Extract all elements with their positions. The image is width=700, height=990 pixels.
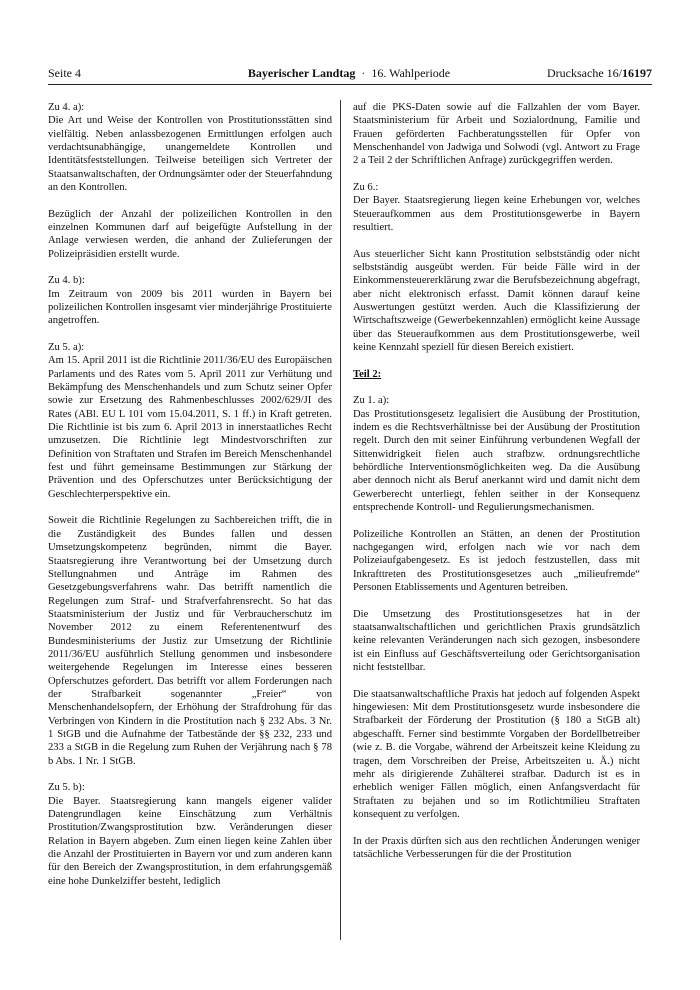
paragraph: [48, 274, 332, 327]
paragraph-text: In der Praxis dürften sich aus den rechtlichen Änderungen weniger tatsächliche Verbesserungen für die der Prostitution: [353, 835, 640, 860]
paragraph-text: Im Zeitraum von 2009 bis 2011 wurden in Bayern bei polizeilichen Kontrollen insgesamt vier minderjährige Prostituierte angetroffen.: [48, 288, 332, 327]
paragraph-heading: Zu 1. a):: [353, 395, 390, 407]
header-rule: [48, 84, 652, 85]
paragraph-text: Am 15. April 2011 ist die Richtlinie 2011/36/EU des Europäischen Parlaments und des Rates vom 5. April 2011 zur Verhütung und Bekämpfung des Menschenhandels und zum Schutz seiner Opfer sowie zur Ersetzung des Rahmenbeschlusses 2002/629/JI des Rates (ABl. EU L 101 vom 15.04.2011, S. 1 ff.) in Kraft getreten. Die Richtlinie ist bis zum 6. April 2013 in innerstaatliches Recht umzusetzen. Die Richtlinie legt Mindestvorschriften zur Definition von Straftaten und Strafen im Bereich Menschenhandel fest und führt gemeinsame Bestimmungen zur Stärkung der Prävention und des Opferschutzes unter Berücksichtigung der Geschlechterperspektive ein.: [48, 355, 332, 500]
paragraph: [353, 394, 640, 514]
document-number: [547, 64, 652, 82]
paragraph: [48, 101, 332, 194]
left-column: [48, 101, 332, 888]
paragraph: [353, 528, 640, 595]
paragraph-text: Die Umsetzung des Prostitutionsgesetzes hat in der staatsanwaltschaftlichen und gerichtlichen Praxis grundsätzlich keine relevanten Veränderungen nach sich gezogen, insbesondere ist ein Einfluss auf Geschäftsverteilung oder Gerichtsorganisation nicht feststellbar.: [353, 608, 640, 674]
paragraph-text: Die Bayer. Staatsregierung kann mangels eigener valider Datengrundlagen keine Einschätzung zum Verhältnis Prostitution/Zwangsprostitution bzw. Veränderungen dieser Relation in Bayern abgeben. Zum einen liegen keine Zahlen über die Anzahl der Prostituierten in Bayern vor und zum anderen kann für den Bereich der Zwangsprostitution, in dem erfahrungsgemäß eine hohe Dunkelziffer besteht, lediglich: [48, 795, 332, 887]
document-prefix: Drucksache 16/: [547, 66, 622, 80]
paragraph-text: Das Prostitutionsgesetz legalisiert die Ausübung der Prostitution, indem es die Rechtsverhältnisse bei der Ausübung der Prostitution regelt. Durch den mit seiner Einführung verbundenen Wegfall der Sittenwidrigkeit fielen auch strafbzw. ordnungsrechtliche behördliche Interventionsmöglichkeiten weg. Da die Ausübung aber dennoch nicht als Beruf anerkannt wird und damit nicht dem Gewerberecht unterliegt, fehlen seither in der Konsequenz entsprechende Kontroll- und Regulierungsmechanismen.: [353, 408, 640, 514]
paragraph: [353, 835, 640, 862]
paragraph: [48, 514, 332, 768]
publication-line: [198, 64, 500, 82]
paragraph: [353, 248, 640, 355]
legislative-period: 16. Wahlperiode: [371, 66, 451, 80]
paragraph: [353, 688, 640, 821]
paragraph: [48, 341, 332, 501]
right-column: [353, 101, 640, 861]
header-separator: ·: [361, 66, 366, 80]
paragraph: [353, 181, 640, 234]
page-number: Seite 4: [48, 66, 81, 80]
paragraph: [353, 608, 640, 675]
paragraph-text: Die staatsanwaltschaftliche Praxis hat jedoch auf folgenden Aspekt hingewiesen: Mit dem Prostitutionsgesetz wurde insbesondere die Strafbarkeit der Förderung der Prostitution (§ 180 a StGB alt) abgeschafft. Ferner sind bestimmte Vorgaben der Bordellbetreiber (wie z. B. die Vorgabe, während der Arbeitszeit keine Kleidung zu tragen, dem Vorschreiben der Preise, Arbeitszeiten u. Ä.) nicht mehr als dirigierende Zuhälterei strafbar. Dadurch ist es in erheblich weniger Fällen möglich, einen Anfangsverdacht für Straftaten zu bejahen und so im Rotlichtmilieu Straftaten konsequent zu verfolgen.: [353, 688, 640, 820]
document-number-bold: 16197: [622, 66, 652, 80]
paragraph-heading: Zu 5. b):: [48, 782, 85, 794]
paragraph-heading: Zu 4. b):: [48, 275, 85, 287]
paragraph-text: Polizeiliche Kontrollen an Stätten, an denen der Prostitution nachgegangen wird, erfolgen nach wie vor nach dem Polizeiaufgabengesetz. Es ist jedoch festzustellen, dass mit Inkrafttreten des Prostitutionsgesetzes auch „milieufremde“ Personen Etablissements und Agenturen betreiben.: [353, 528, 640, 594]
paragraph: [353, 101, 640, 168]
paragraph-heading: Zu 4. a):: [48, 102, 85, 113]
paragraph: [48, 208, 332, 261]
paragraph-text: auf die PKS-Daten sowie auf die Fallzahlen der vom Bayer. Staatsministerium für Arbeit und Sozialordnung, Familie und Frauen geförderten Fachberatungsstellen für Opfer von Menschenhandel von Jadwiga und Solwodi (vgl. Antwort zu Frage 2 a Teil 2 der Schriftlichen Anfrage) zurückgegriffen werden.: [353, 102, 640, 167]
page-header: [48, 64, 652, 82]
paragraph-text: Aus steuerlicher Sicht kann Prostitution selbstständig oder nicht selbstständig ausgeübt werden. Für beide Fälle wird in der Einkommensteuererklärung zwar die Berufsbezeichnung abgefragt, aber nicht elektronisch erfasst. Damit können darauf keine Auswertungen gestützt werden. Auch die Klassifizierung der Wirtschaftszweige (Gewerbekennzahlen) ermöglicht keine Aussage über das Steueraufkommen aus dem Prostitutionsgewerbe, weil keine Kennzahl speziell für diesen Bereich existiert.: [353, 248, 640, 354]
paragraph: [48, 781, 332, 888]
paragraph-text: Soweit die Richtlinie Regelungen zu Sachbereichen trifft, die in die Zuständigkeit des Bundes fallen und dessen Umsetzungskompetenz begründen, nimmt die Bayer. Staatsregierung ihre Verantwortung bei der Umsetzung durch Stellungnahmen und Anträge im Rahmen des Gesetzgebungsverfahrens wahr. Das betrifft namentlich die Regelungen zum Straf- und Strafverfahrensrecht. So hat das Staatsministerium der Justiz und für Verbraucherschutz im November 2012 zu einem Referentenentwurf des Bundesministeriums der Justiz zur Umsetzung der Richtlinie 2011/36/EU ausführlich Stellung genommen und insbesondere weitergehende Regelungen im Interesse eines besseren Opferschutzes gefordert. Das betrifft vor allem Forderungen nach der Strafbarkeit sogenannter „Freier“ von Menschenhandelsopfern, der Erhöhung der Strafdrohung für das Verbringen von Kindern in die Prostitution nach § 232 Abs. 3 Nr. 1 StGB und die Aufnahme der Tatbestände der §§ 232, 233 und 233 a StGB in die Regelung zum Ruhen der Verjährung nach § 78 b Abs. 1 Nr. 1 StGB.: [48, 515, 332, 767]
paragraph-text: Der Bayer. Staatsregierung liegen keine Erhebungen vor, welches Steueraufkommen aus dem Prostitutionsgewerbe in Bayern resultiert.: [353, 195, 640, 234]
paragraph-text: Bezüglich der Anzahl der polizeilichen Kontrollen in den einzelnen Kommunen darf auf beigefügte Aufstellung in der Anlage verwiesen werden, die anhand der Zulieferungen der Polizeipräsidien erstellt wurde.: [48, 208, 332, 260]
paragraph-heading: Zu 5. a):: [48, 342, 85, 354]
paragraph-heading: Zu 6.:: [353, 182, 379, 194]
paragraph-text: Die Art und Weise der Kontrollen von Prostitutionsstätten sind vielfältig. Neben anlassbezogenen Ermittlungen erfolgen auch verdachtsunabhängige, unangemeldete Kontrollen und Identitätsfeststellungen. Teilweise beteiligen sich Vertreter der Staatsanwaltschaften, der Ordnungsämter oder der Steuerfahndung an den Kontrollen.: [48, 115, 332, 194]
column-divider: [340, 100, 341, 940]
publication-title: Bayerischer Landtag: [247, 66, 356, 80]
section-title: Teil 2:: [353, 368, 382, 380]
